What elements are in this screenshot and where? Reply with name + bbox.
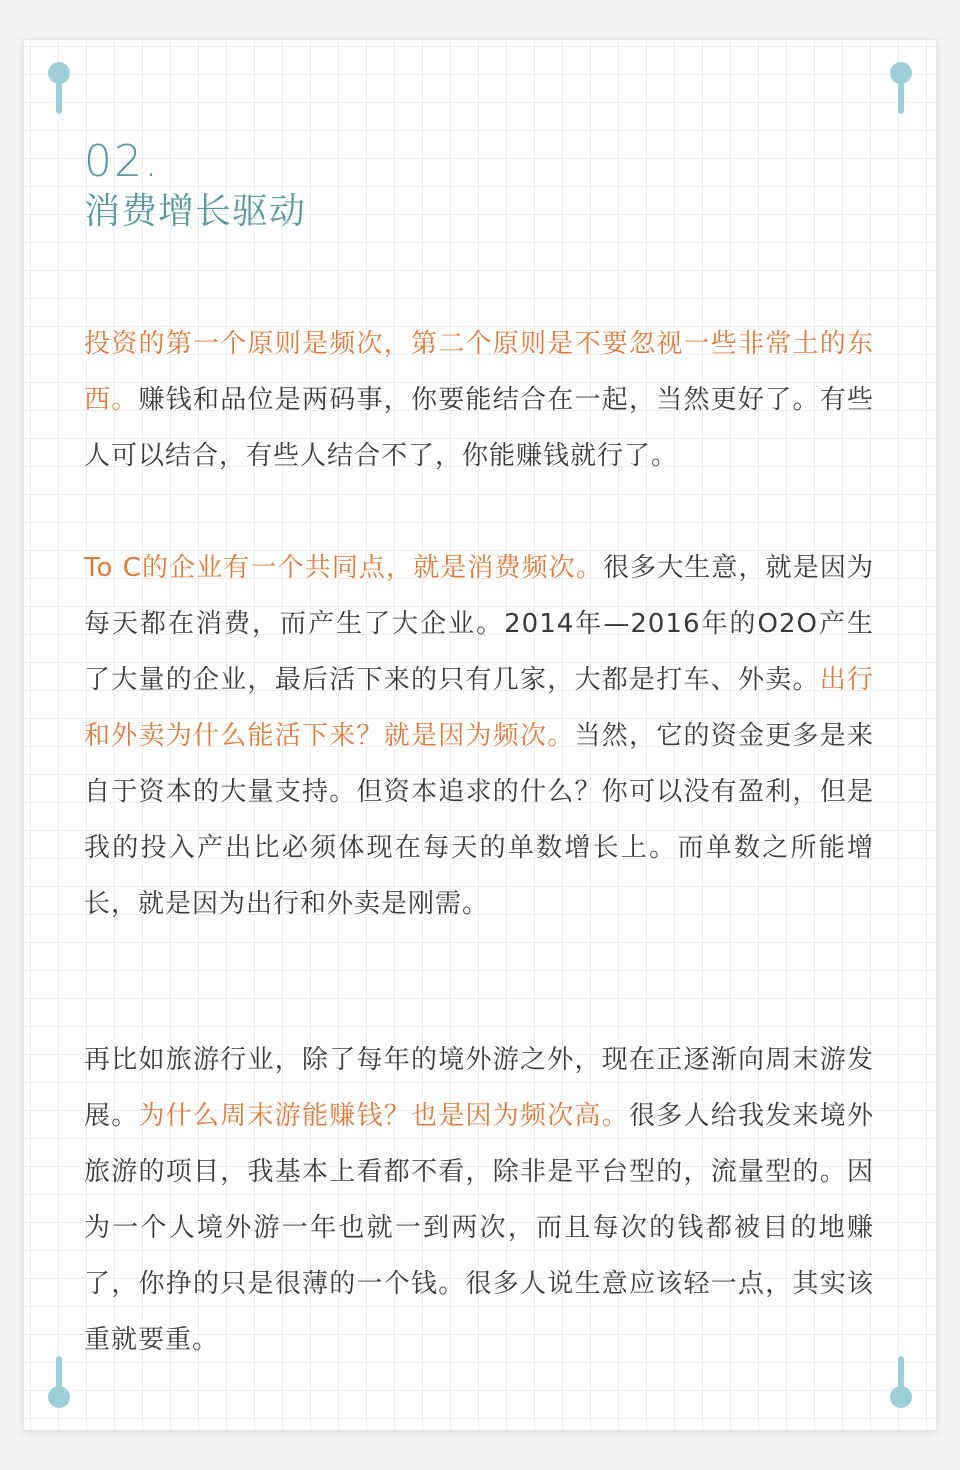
highlight-text: 出行和外卖为什么能活下来？就是因为频次。 bbox=[84, 665, 874, 751]
paragraph-1 bbox=[84, 316, 874, 484]
paragraph-3 bbox=[84, 1032, 874, 1368]
pin-top-left-icon bbox=[48, 62, 70, 120]
highlight-text: To C的企业有一个共同点，就是消费频次。 bbox=[84, 553, 603, 583]
highlight-text: 为什么周末游能赚钱？也是因为频次高。 bbox=[138, 1101, 629, 1131]
body-text: 赚钱和品位是两码事，你要能结合在一起，当然更好了。有些人可以结合，有些人结合不了，你能赚钱就行了。 bbox=[84, 385, 874, 471]
pin-top-right-icon bbox=[890, 62, 912, 120]
body-text: 当然，它的资金更多是来自于资本的大量支持。但资本追求的什么？你可以没有盈利，但是我的投入产出比必须体现在每天的单数增长上。而单数之所能增长，就是因为出行和外卖是刚需。 bbox=[84, 721, 874, 919]
pin-bottom-right-icon bbox=[890, 1350, 912, 1408]
paragraph-2 bbox=[84, 540, 874, 932]
article-card bbox=[24, 40, 936, 1430]
section-number: 02. bbox=[84, 136, 160, 187]
body-text: 很多人给我发来境外旅游的项目，我基本上看都不看，除非是平台型的，流量型的。因为一个人境外游一年也就一到两次，而且每次的钱都被目的地赚了，你挣的只是很薄的一个钱。很多人说生意应该轻一点，其实该重就要重。 bbox=[84, 1101, 874, 1355]
body-text: 很多大生意，就是因为每天都在消费，而产生了大企业。2014年—2016年的O2O产生了大量的企业，最后活下来的只有几家，大都是打车、外卖。 bbox=[84, 553, 874, 695]
highlight-text: 投资的第一个原则是频次，第二个原则是不要忽视一些非常土的东西。 bbox=[84, 329, 874, 415]
pin-bottom-left-icon bbox=[48, 1350, 70, 1408]
body-text: 再比如旅游行业，除了每年的境外游之外，现在正逐渐向周末游发展。 bbox=[84, 1045, 874, 1131]
section-title: 消费增长驱动 bbox=[84, 191, 307, 232]
